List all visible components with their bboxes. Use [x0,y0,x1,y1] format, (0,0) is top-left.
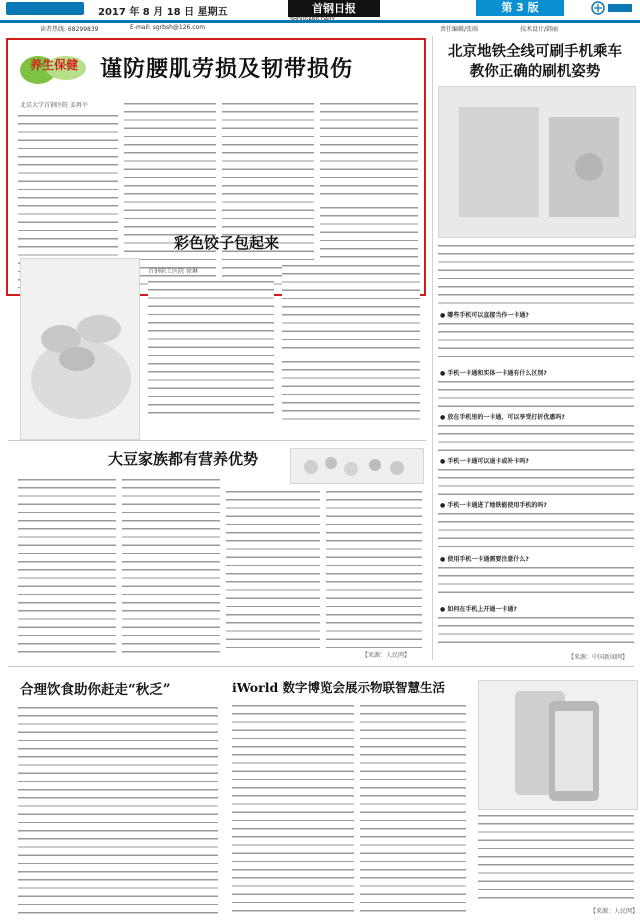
featured-body-col3 [222,100,314,288]
dumpling-body-col2 [282,262,420,354]
subway-photo [438,86,636,238]
health-badge-label: 养生保健 [30,58,79,72]
soybean-body-col2 [122,476,220,658]
faq-a7 [438,614,634,648]
faq-a2 [438,378,634,408]
iworld-source: 【来源：人民网】 [590,908,639,915]
dumpling-image-icon [21,259,139,439]
soybean-source: 【来源：人民网】 [362,652,411,659]
subway-headline-line2: 教你正确的刷机姿势 [469,63,601,80]
soybean-body-col3 [226,488,320,648]
iworld-headline: iWorld 数字博览会展示物联智慧生活 [232,680,446,695]
autumn-fatigue-headline: 合理饮食助你赶走“秋乏” [20,682,171,698]
faq-a6 [438,564,634,600]
faq-q3: ● 放在手机里的一卡通，可以享受打折优惠吗? [440,414,565,421]
subway-source: 【来源：中国新闻网】 [568,654,629,661]
iworld-caption [478,812,634,904]
featured-headline: 谨防腰肌劳损及韧带损伤 [100,56,354,82]
smartphone-image-icon [479,681,637,809]
faq-q5: ● 手机一卡通进了地铁能使用手机的吗? [440,502,547,509]
dumpling-photo [20,258,140,440]
faq-a3 [438,422,634,452]
featured-body-col4 [320,100,418,200]
contact-email: E-mail: sgrbsh@126.com [130,24,206,31]
issue-date: 2017 年 8 月 18 日 星期五 [98,7,228,18]
subway-headline [436,42,634,82]
faq-a1 [438,320,634,364]
divider-1 [8,440,426,441]
dumpling-byline: 首钢职工医院 徐琳 [148,268,198,275]
header-tag-label [6,10,14,19]
technical-design: 技术设计/韩丽 [520,26,559,33]
faq-q1: ● 哪些手机可以直接当作一卡通? [440,312,529,319]
subway-headline-line1: 北京地铁全线可刷手机乘车 [448,43,622,60]
newspaper-emblem [590,0,634,16]
faq-a4 [438,466,634,496]
faq-q6: ● 使用手机一卡通需要注意什么? [440,556,529,563]
faq-q4: ● 手机一卡通可以退卡或补卡吗? [440,458,529,465]
dumpling-headline: 彩色饺子包起来 [174,234,280,252]
faq-q2: ● 手机一卡通和实体一卡通有什么区别? [440,370,547,377]
dumpling-body-col1 [148,278,274,418]
phone-photo [478,680,638,810]
featured-byline: 北京大学首钢医院 姜再平 [20,102,88,109]
soybean-photo [290,448,424,484]
right-column-divider [432,36,433,660]
beans-image-icon [291,449,423,483]
subway-intro [438,242,634,306]
soybean-body-col1 [18,476,116,658]
soybean-headline: 大豆家族都有营养优势 [108,450,259,468]
autumn-body [18,704,218,914]
page-section-label: 第 3 版 [476,0,564,16]
responsible-editor: 责任编辑/张雨 [440,26,479,33]
emblem-icon [590,0,634,16]
reader-hotline: 读者热线: 68299839 [40,26,99,33]
masthead-logo: 首钢日报 [288,0,380,17]
iworld-body-col1 [232,702,354,914]
faq-a5 [438,510,634,550]
dumpling-body-col2b [282,358,420,420]
divider-2 [8,666,634,667]
header-tag [6,2,84,15]
iworld-body-col2 [360,702,466,914]
soybean-body-col4 [326,488,422,648]
header-rule [0,20,640,23]
metro-gate-image-icon [439,87,635,237]
faq-q7: ● 如何在手机上开通一卡通? [440,606,517,613]
